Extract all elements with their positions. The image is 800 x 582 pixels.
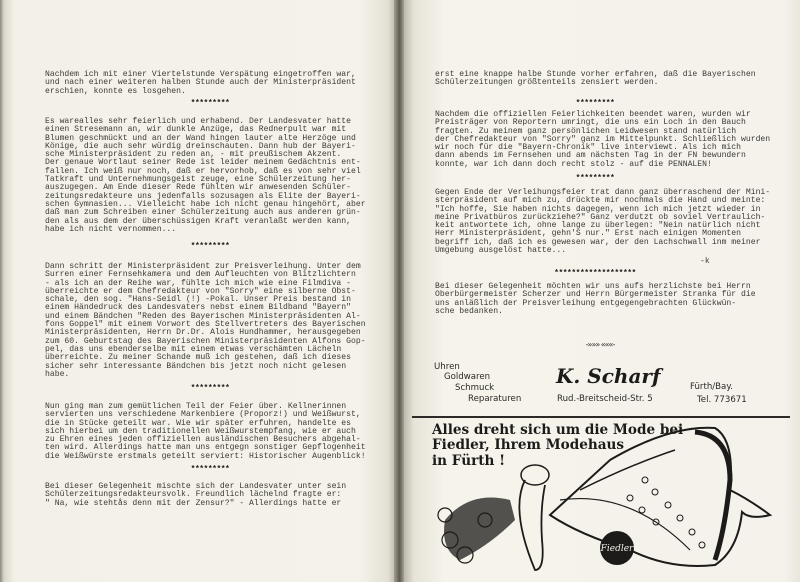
text-line: Preisträger von Reportern umringt, die uns ein Loch in den Bauch xyxy=(435,118,746,128)
text-line: die Weißwürste erstmals geteilt serviert: Historischer Augenblick! xyxy=(45,451,366,461)
text-line: Tatkraft und Unternehmungsgeist zeuge, eine Schülerzeitung her- xyxy=(45,175,351,185)
author-signature: -k xyxy=(700,257,710,266)
separator: ********* xyxy=(575,99,615,108)
text-line: dann abends im Fernsehen und am nächsten Tag in der FN bewundern xyxy=(435,151,746,161)
separator: ********* xyxy=(575,174,615,183)
paragraph-ceremony xyxy=(45,118,366,234)
text-line: ten wird. Allerdings hatte man uns entgegn sonstiger Gepflogenheit xyxy=(45,443,366,453)
text-line: keit antwortete ich, ohne lange zu überlegen: "Nein natürlich nicht xyxy=(435,221,761,231)
ad-service: Reparaturen xyxy=(468,394,522,404)
paragraph-censorship xyxy=(45,483,346,508)
text-line: schale, den sog. "Hans-Seidl (!) -Pokal. Unser Preis bestand in xyxy=(45,295,351,305)
text-line: die in Stücke geteilt war. Wie wir später erfuhren, handelte es xyxy=(45,418,351,428)
text-line: Nachdem ich mit einer Viertelstunde Verspätung eingetroffen war, xyxy=(45,70,356,79)
text-line: schen Gymnasien... Vielleicht habe ich nicht genau hingehört, aber xyxy=(45,199,366,209)
paragraph-farewell xyxy=(435,189,770,255)
ad-brand-logo: K. Scharf xyxy=(556,364,661,388)
text-line: Könige, die auch sehr würdig dreinschauten. Dann hub der Bayeri- xyxy=(45,141,356,151)
ad-service: Uhren xyxy=(434,362,460,372)
text-line: wir noch für die "Bayern-Chronik" live interviewt. Als ich mich xyxy=(435,143,741,153)
text-line: Ministerpräsidenten, Herrn Dr.Dr. Alois Hundhammer, herausgegeben xyxy=(45,328,361,338)
text-line: fons Goppel" mit einem Vorwort des Stellvertreters des Bayerischen xyxy=(45,320,366,330)
text-line: meine Privatbüros zurückziehe?" Ganz verdutzt ob soviel Vertraulich- xyxy=(435,212,766,222)
paragraph-award xyxy=(45,263,366,379)
text-line: Oberbürgermeister Scherzer und Herrn Bürgermeister Stranka für die xyxy=(435,290,756,300)
text-line: fallen. Ich weiß nur noch, daß er hervorhob, daß es von sehr viel xyxy=(45,166,361,176)
text-line: zum 60. Geburtstag des Bayerischen Ministerpräsidenten Alfons Gop- xyxy=(45,336,366,346)
text-line: servierten uns verschiedene Markenbiere (Proporz!) und Weißwurst, xyxy=(45,410,361,420)
text-line: " Na, wie stehtås denn mit der Zensur?" - Allerdings hatte er xyxy=(45,498,342,508)
text-line: zu Ehren eines jeden offiziellen ausländischen Besuchers abgehal- xyxy=(45,435,361,445)
text-line: sche Ministerpräsident zu reden an, - mit preußischem Akzent. xyxy=(45,150,342,160)
text-line: konnte, war ich dann doch recht stolz - auf die PENNALEN! xyxy=(435,159,712,169)
separator: ********* xyxy=(190,242,230,251)
headline-line: Alles dreht sich um die Mode bei xyxy=(432,422,684,438)
text-line: habe ich nicht vernommen... xyxy=(45,224,177,234)
text-line: sche bedanken. xyxy=(435,306,503,316)
headline-line: Fiedler, Ihrem Modehaus xyxy=(432,437,625,454)
text-line: Surren einer Fernsehkamera und dem Aufleuchten von Blitzlichtern xyxy=(45,270,356,280)
text-line: - als ich an der Reihe war, fühlte ich mich wie eine Filmdiva - xyxy=(45,278,351,288)
text-line: den als aus dem der überschüssigen Kraft veranlaßt werden kann, xyxy=(45,216,351,226)
text-line: sich hierbei um den traditionellen Weißwurstempfang, wie er auch xyxy=(45,426,356,436)
separator: ********* xyxy=(190,384,230,393)
paragraph-reporters xyxy=(435,111,770,169)
text-line: uns anläßlich der Preisverleihung entgegengebrachten Glückwün- xyxy=(435,298,737,308)
paragraph-arrival xyxy=(45,71,356,96)
text-line: daß man zum Schreiben einer Schülerzeitung auch aus anderen grün- xyxy=(45,208,361,218)
fiedler-logo xyxy=(600,531,634,565)
text-line: habe. xyxy=(45,369,70,379)
text-line: einen Stresemann an, wir dunkle Anzüge, das Rednerpult war mit xyxy=(45,125,347,135)
text-line: sterpräsident auf mich zu, drückte mir nochmals die Hand und meinte: xyxy=(435,196,766,206)
svg-text:Fiedler: Fiedler xyxy=(600,544,634,554)
headline-line: in Fürth ! xyxy=(432,452,506,469)
text-line: Schülerzeitungen größtenteils zensiert werden. xyxy=(435,78,659,88)
text-line: Nachdem die offiziellen Feierlichkeiten beendet waren, wurden wir xyxy=(435,110,751,119)
left-page xyxy=(0,0,396,582)
text-line: Gegen Ende der Verleihungsfeier trat dann ganz überraschend der Mini- xyxy=(435,188,771,197)
text-line: Bei dieser Gelegenheit mischte sich der Landesvater unter sein xyxy=(45,482,347,491)
text-line: einem Händedruck des Landesvaters nebst einem Bildband "Bayern" xyxy=(45,303,351,313)
text-line: und nach einer weiteren halben Stunde auch der Ministerpräsident xyxy=(45,78,356,88)
text-line: erst eine knappe halbe Stunde vorher erfahren, daß die Bayerischen xyxy=(435,70,756,79)
text-line: zeitungsredakteure uns jedenfalls sozusagen als Elite der Bayeri- xyxy=(45,191,361,201)
text-line: Es warealles sehr feierlich und erhabend. Der Landesvater hatte xyxy=(45,117,351,126)
text-line: überreichte er dem Chefredakteur von "Sorry" eine silberne Obst- xyxy=(45,286,356,296)
ad-address: Rud.-Breitscheid-Str. 5 xyxy=(557,394,653,404)
text-line: auszugegen. Am Ende dieser Rede fühlten wir anwesenden Schüler- xyxy=(45,183,351,193)
ornament-divider: -»»» «««- xyxy=(585,340,615,349)
text-line: begriff ich, daß ich es gewesen war, der den Lachschwall inm meiner xyxy=(435,237,761,247)
ad-service: Goldwaren xyxy=(444,372,491,382)
text-line: Blumen geschmückt und an der Wand hingen lauter alte Herzöge und xyxy=(45,133,356,143)
ad-phone: Tel. 773671 xyxy=(697,395,747,405)
separator: ********* xyxy=(190,99,230,108)
text-line: Der genaue Wortlaut seiner Rede ist leider meinem Gedächtnis ent- xyxy=(45,158,361,168)
ad-headline xyxy=(432,423,683,469)
text-line: überreichte. Zu meiner Schande muß ich gestehen, daß ich dieses xyxy=(45,353,351,363)
paragraph-censorship-cont xyxy=(435,71,756,88)
text-line: Nun ging man zum gemütlichen Teil der Feier über. Kellnerinnen xyxy=(45,402,347,411)
text-line: fragten. Zu meinem ganz persönlichen Leidwesen stand natürlich xyxy=(435,126,737,136)
separator-long: ******************* xyxy=(554,269,636,278)
text-line: der Chefredakteur von "Sorry" ganz im Mittelpunkt. Schließlich wurden xyxy=(435,134,771,144)
ad-city: Fürth/Bay. xyxy=(690,382,733,392)
text-line: erschien, konnte es losgehen. xyxy=(45,86,186,96)
text-line: und einem Bändchen "Reden des Bayerischen Ministerpräsidenten Al- xyxy=(45,311,361,321)
text-line: Dann schritt der Ministerpräsident zur Preisverleihung. Unter dem xyxy=(45,262,361,271)
text-line: Umgebung ausgelöst hatte... xyxy=(435,246,567,256)
text-line: Schülerzeitungsredakteursvolk. Freundlich lächelnd fragte er: xyxy=(45,490,342,500)
text-line: Herr Ministerpräsident, gehn'S nur." Erst nach einigen Momenten xyxy=(435,229,741,239)
text-line: sicher sehr interessante Bändchen bis jetzt noch nicht gelesen xyxy=(45,361,347,371)
text-line: pel, das uns ebenderselbe mit einem etwas verschämten Lächeln xyxy=(45,344,342,354)
text-line: "Ich hoffe, Sie haben nichts dagegen, wenn ich mich jetzt wieder in xyxy=(435,204,761,214)
paragraph-thanks xyxy=(435,283,756,316)
separator: ********* xyxy=(190,465,230,474)
paragraph-reception xyxy=(45,403,366,461)
ad-service: Schmuck xyxy=(455,383,495,393)
text-line: Bei dieser Gelegenheit möchten wir uns aufs herzlichste bei Herrn xyxy=(435,282,751,291)
ad-divider-line xyxy=(412,416,790,418)
